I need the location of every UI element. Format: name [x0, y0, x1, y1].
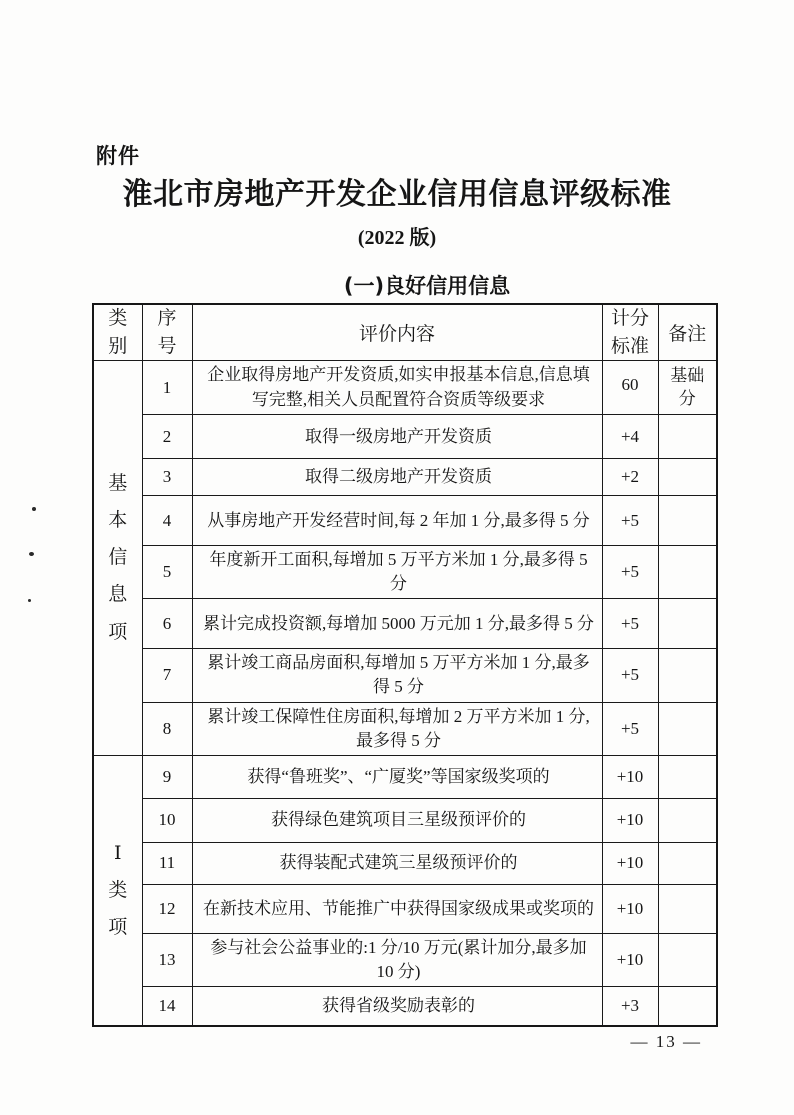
header-score: [602, 304, 658, 361]
score-cell: +5: [602, 496, 658, 546]
score-cell: +4: [602, 415, 658, 459]
score-cell: +10: [602, 798, 658, 842]
table-row: [93, 599, 717, 649]
content-cell: 取得一级房地产开发资质: [192, 415, 602, 459]
index-cell: 9: [142, 755, 192, 798]
index-cell: 8: [142, 702, 192, 755]
remark-cell: [658, 842, 717, 884]
score-cell: +5: [602, 702, 658, 755]
content-cell: 获得装配式建筑三星级预评价的: [192, 842, 602, 884]
remark-cell: [658, 649, 717, 702]
table-row: [93, 987, 717, 1026]
index-cell: 5: [142, 546, 192, 599]
index-cell: 2: [142, 415, 192, 459]
content-cell: 企业取得房地产开发资质,如实申报基本信息,信息填写完整,相关人员配置符合资质等级要求: [192, 361, 602, 415]
score-cell: +10: [602, 933, 658, 986]
page-number: — 13 —: [630, 1032, 702, 1051]
content-cell: 取得二级房地产开发资质: [192, 459, 602, 496]
index-cell: 7: [142, 649, 192, 702]
document-title: 淮北市房地产开发企业信用信息评级标准: [122, 178, 672, 211]
table-row: [93, 546, 717, 599]
score-cell: +10: [602, 755, 658, 798]
header-score-label: 计分标准: [610, 308, 649, 357]
score-cell: +2: [602, 459, 658, 496]
table-row: [93, 933, 717, 986]
header-index-label: 序号: [157, 308, 177, 357]
category-class-1-label: Ⅰ类项: [108, 842, 128, 938]
index-cell: 10: [142, 798, 192, 842]
score-cell: 60: [602, 361, 658, 415]
remark-cell: [658, 755, 717, 798]
index-cell: 6: [142, 599, 192, 649]
score-cell: +5: [602, 599, 658, 649]
table-row: [93, 798, 717, 842]
table-row: [93, 496, 717, 546]
table-row: [93, 459, 717, 496]
index-cell: 3: [142, 459, 192, 496]
content-cell: 从事房地产开发经营时间,每 2 年加 1 分,最多得 5 分: [192, 496, 602, 546]
table-header-row: [93, 304, 717, 361]
header-category: [93, 304, 142, 361]
remark-cell: [658, 798, 717, 842]
remark-cell: [658, 599, 717, 649]
content-cell: 参与社会公益事业的:1 分/10 万元(累计加分,最多加 10 分): [192, 933, 602, 986]
content-cell: 获得绿色建筑项目三星级预评价的: [192, 798, 602, 842]
remark-cell: [658, 987, 717, 1026]
header-category-label: 类别: [108, 308, 128, 357]
content-cell: 年度新开工面积,每增加 5 万平方米加 1 分,最多得 5 分: [192, 546, 602, 599]
header-remark: 备注: [658, 304, 717, 361]
header-content: 评价内容: [192, 304, 602, 361]
index-cell: 12: [142, 884, 192, 933]
content-cell: 获得“鲁班奖”、“广厦奖”等国家级奖项的: [192, 755, 602, 798]
remark-cell: 基础分: [658, 361, 717, 415]
category-basic-info-label: 基本信息项: [108, 473, 128, 643]
index-cell: 13: [142, 933, 192, 986]
attachment-label: 附件: [96, 144, 140, 168]
remark-cell: [658, 459, 717, 496]
remark-cell: [658, 884, 717, 933]
scan-artifact: [29, 552, 34, 556]
score-cell: +10: [602, 842, 658, 884]
remark-cell: [658, 496, 717, 546]
index-cell: 1: [142, 361, 192, 415]
index-cell: 11: [142, 842, 192, 884]
content-cell: 累计竣工保障性住房面积,每增加 2 万平方米加 1 分,最多得 5 分: [192, 702, 602, 755]
score-cell: +10: [602, 884, 658, 933]
content-cell: 累计完成投资额,每增加 5000 万元加 1 分,最多得 5 分: [192, 599, 602, 649]
remark-cell: [658, 415, 717, 459]
index-cell: 4: [142, 496, 192, 546]
table-row: [93, 361, 717, 415]
index-cell: 14: [142, 987, 192, 1026]
table-row: [93, 755, 717, 798]
table-row: [93, 415, 717, 459]
content-cell: 累计竣工商品房面积,每增加 5 万平方米加 1 分,最多得 5 分: [192, 649, 602, 702]
score-cell: +3: [602, 987, 658, 1026]
table-row: [93, 702, 717, 755]
version-label: (2022 版): [357, 227, 437, 249]
scan-artifact: [28, 599, 31, 602]
content-cell: 在新技术应用、节能推广中获得国家级成果或奖项的: [192, 884, 602, 933]
table-row: [93, 649, 717, 702]
score-cell: +5: [602, 649, 658, 702]
category-cell-basic-info: [93, 361, 142, 756]
remark-cell: [658, 933, 717, 986]
remark-cell: [658, 702, 717, 755]
score-cell: +5: [602, 546, 658, 599]
header-index: [142, 304, 192, 361]
content-cell: 获得省级奖励表彰的: [192, 987, 602, 1026]
credit-rating-table: [92, 303, 718, 1027]
table-row: [93, 884, 717, 933]
remark-cell: [658, 546, 717, 599]
table-row: [93, 842, 717, 884]
section-title: (一)良好信用信息: [343, 274, 511, 298]
category-cell-class-1: [93, 755, 142, 1025]
scan-artifact: [32, 507, 36, 511]
